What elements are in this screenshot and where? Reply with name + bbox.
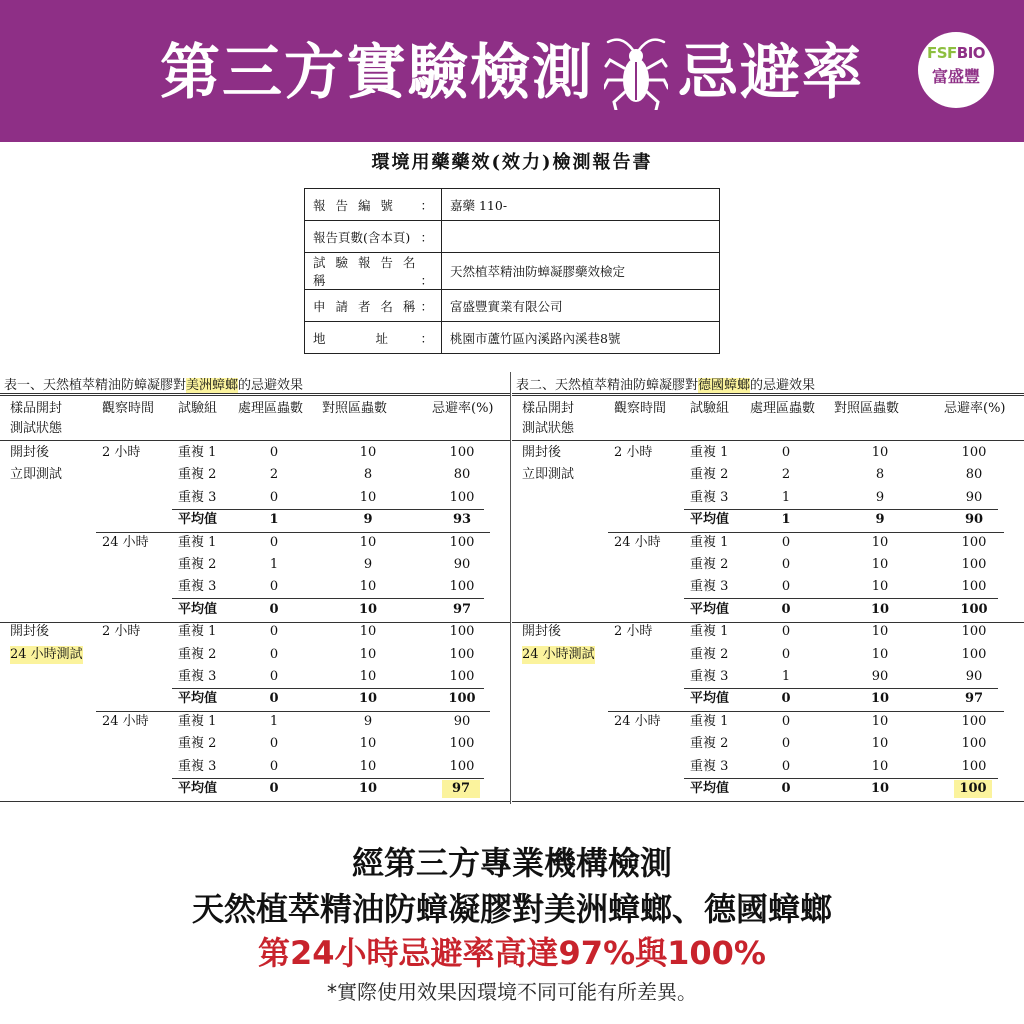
- control-count: 10: [359, 489, 377, 505]
- time-label: 2 小時: [614, 624, 653, 640]
- time-label: 24 小時: [102, 534, 149, 550]
- repeat-label: 重複 2: [178, 736, 217, 752]
- table-title-post: 的忌避效果: [750, 378, 816, 393]
- repellency-rate: 100: [449, 669, 475, 684]
- average-label: 平均值: [690, 601, 730, 617]
- control-count: 10: [359, 758, 377, 774]
- repeat-label: 重複 3: [178, 579, 217, 595]
- treat-count: 0: [269, 445, 279, 460]
- treat-count: 0: [269, 758, 279, 774]
- treat-count: 1: [269, 713, 279, 729]
- average-label: 平均值: [178, 512, 218, 528]
- repellency-rate: 100: [449, 646, 475, 662]
- treat-count: 1: [781, 512, 791, 528]
- state-label-highlight: 24 小時測試: [10, 646, 83, 662]
- info-key: 報告頁數(含本頁): [313, 229, 411, 245]
- average-label: 平均值: [178, 781, 218, 796]
- repellency-rate: 90: [965, 489, 983, 505]
- repeat-label: 重複 1: [690, 445, 729, 460]
- info-key: 試 驗 報 告 名 稱: [313, 255, 419, 288]
- average-label: 平均值: [178, 691, 218, 707]
- treat-count: 0: [781, 557, 791, 572]
- info-row: 地 址 ： 桃園市蘆竹區內溪路內溪巷8號: [305, 322, 720, 354]
- state-label: 開封後: [10, 445, 50, 460]
- control-count: 10: [359, 669, 377, 684]
- time-label: 24 小時: [102, 713, 149, 729]
- table-american-cockroach: [0, 372, 511, 804]
- repeat-label: 重複 1: [178, 624, 217, 640]
- treat-count: 0: [781, 579, 791, 595]
- repellency-rate: 97: [964, 691, 984, 707]
- repeat-label: 重複 3: [690, 579, 729, 595]
- control-count: 9: [363, 557, 373, 572]
- control-count: 10: [870, 781, 890, 796]
- control-count: 10: [871, 713, 889, 729]
- control-count: 8: [875, 467, 885, 483]
- table-rule: [512, 440, 1024, 441]
- table-rule: [172, 778, 484, 779]
- header-treat: 處理區蟲數: [238, 401, 304, 416]
- header-group: 試驗組: [178, 401, 218, 416]
- header-state: 樣品開封: [522, 401, 575, 416]
- info-key: 報 告 編 號: [313, 197, 396, 213]
- info-key: 地 址: [313, 330, 389, 346]
- table-rule: [0, 393, 510, 394]
- table-title-pre: 表二、天然植萃精油防蟑凝膠對: [516, 378, 699, 393]
- treat-count: 0: [269, 489, 279, 505]
- control-count: 10: [359, 736, 377, 752]
- repellency-rate: 100: [961, 534, 987, 550]
- header-rate: 忌避率(%): [432, 401, 494, 416]
- header-group: 試驗組: [690, 401, 730, 416]
- repeat-label: 重複 3: [178, 758, 217, 774]
- control-count: 10: [871, 579, 889, 595]
- header-time: 觀察時間: [614, 401, 667, 416]
- repellency-rate: 90: [964, 512, 984, 528]
- info-row: 報 告 編 號 ： 嘉藥 110-: [305, 189, 720, 221]
- logo-name: 富盛豐: [931, 67, 980, 86]
- control-count: 10: [870, 691, 890, 707]
- time-label: 2 小時: [102, 445, 141, 460]
- control-count: 10: [359, 579, 377, 595]
- header-state: 測試狀態: [10, 421, 63, 436]
- table-rule: [512, 801, 1024, 802]
- disclaimer-note: *實際使用效果因環境不同可能有所差異。: [327, 980, 697, 1004]
- table-title-post: 的忌避效果: [238, 378, 304, 393]
- table-rule: [512, 395, 1024, 396]
- repeat-label: 重複 2: [178, 646, 217, 662]
- repeat-label: 重複 2: [178, 467, 217, 483]
- repellency-rate: 90: [965, 669, 983, 684]
- repellency-rate: 97: [442, 780, 480, 798]
- time-label: 2 小時: [614, 445, 653, 460]
- average-label: 平均值: [690, 691, 730, 707]
- treat-count: 0: [781, 445, 791, 460]
- repeat-label: 重複 3: [690, 489, 729, 505]
- control-count: 10: [870, 601, 890, 617]
- repeat-label: 重複 1: [690, 624, 729, 640]
- brand-logo: [918, 32, 994, 108]
- time-label: 24 小時: [614, 713, 661, 729]
- repellency-rate: 100: [961, 646, 987, 662]
- treat-count: 0: [781, 691, 791, 707]
- treat-count: 0: [269, 601, 279, 617]
- control-count: 10: [871, 445, 889, 460]
- repellency-rate: 100: [449, 489, 475, 505]
- repellency-rate: 100: [960, 601, 988, 617]
- treat-count: 0: [269, 624, 279, 640]
- treat-count: 0: [269, 669, 279, 684]
- treat-count: 1: [781, 669, 791, 684]
- repeat-label: 重複 3: [178, 489, 217, 505]
- logo-mark: FSFBIO: [926, 44, 986, 62]
- table-rule: [684, 509, 998, 510]
- header-time: 觀察時間: [102, 401, 155, 416]
- header-state: 測試狀態: [522, 421, 575, 436]
- summary-line-2: 天然植萃精油防蟑凝膠對美洲蟑螂、德國蟑螂: [191, 890, 832, 928]
- banner-title-left: 第三方實驗檢測: [160, 38, 594, 109]
- repeat-label: 重複 1: [178, 713, 217, 729]
- repeat-label: 重複 2: [690, 557, 729, 572]
- table-title: [516, 374, 815, 393]
- state-label: 開封後: [10, 624, 50, 640]
- control-count: 9: [363, 713, 373, 729]
- repeat-label: 重複 3: [178, 669, 217, 684]
- table-rule: [0, 801, 510, 802]
- repellency-rate: 100: [961, 736, 987, 752]
- report-title: 環境用藥藥效(效力)檢測報告書: [371, 152, 653, 173]
- repellency-rate: 100: [954, 780, 992, 798]
- control-count: 10: [871, 624, 889, 640]
- control-count: 10: [359, 445, 377, 460]
- info-value: 桃園市蘆竹區內溪路內溪巷8號: [442, 322, 720, 354]
- repeat-label: 重複 3: [690, 669, 729, 684]
- table-rule: [684, 598, 998, 599]
- repellency-rate: 100: [448, 691, 476, 707]
- info-value: 富盛豐實業有限公司: [442, 290, 720, 322]
- control-count: 10: [359, 646, 377, 662]
- control-count: 10: [871, 758, 889, 774]
- control-count: 90: [871, 669, 889, 684]
- treat-count: 0: [269, 781, 279, 796]
- header-banner: [0, 0, 1024, 142]
- treat-count: 0: [781, 736, 791, 752]
- table-rule: [608, 711, 1004, 712]
- control-count: 10: [359, 534, 377, 550]
- table-german-cockroach: [512, 372, 1024, 804]
- repeat-label: 重複 2: [178, 557, 217, 572]
- repeat-label: 重複 3: [690, 758, 729, 774]
- repellency-rate: 90: [453, 557, 471, 572]
- treat-count: 2: [269, 467, 279, 483]
- repellency-rate: 93: [452, 512, 472, 528]
- treat-count: 0: [269, 646, 279, 662]
- table-title-highlight: 美洲蟑螂: [186, 378, 239, 393]
- treat-count: 2: [781, 467, 791, 483]
- repeat-label: 重複 1: [178, 534, 217, 550]
- table-title: [4, 374, 303, 393]
- summary-line-3: 第24小時忌避率高達97%與100%: [258, 934, 766, 972]
- treat-count: 0: [269, 534, 279, 550]
- repeat-label: 重複 2: [690, 736, 729, 752]
- cockroach-icon: [604, 36, 668, 110]
- repeat-label: 重複 2: [690, 646, 729, 662]
- treat-count: 0: [781, 781, 791, 796]
- info-value: [442, 221, 720, 253]
- repellency-rate: 80: [965, 467, 983, 483]
- repellency-rate: 100: [961, 579, 987, 595]
- repellency-rate: 100: [961, 713, 987, 729]
- average-label: 平均值: [178, 601, 218, 617]
- table-title-pre: 表一、天然植萃精油防蟑凝膠對: [4, 378, 187, 393]
- treat-count: 0: [781, 624, 791, 640]
- header-rate: 忌避率(%): [944, 401, 1006, 416]
- repeat-label: 重複 1: [178, 445, 217, 460]
- table-rule: [608, 532, 1004, 533]
- control-count: 10: [358, 781, 378, 796]
- table-rule: [172, 688, 484, 689]
- state-label-highlight: 24 小時測試: [522, 646, 595, 662]
- table-rule: [512, 393, 1024, 394]
- control-count: 10: [871, 557, 889, 572]
- state-label: 立即測試: [522, 467, 575, 483]
- treat-count: 1: [781, 489, 791, 505]
- info-value: 嘉藥 110-: [442, 189, 720, 221]
- banner-title-right: 忌避率: [678, 38, 864, 109]
- state-label: 開封後: [522, 445, 562, 460]
- control-count: 10: [359, 624, 377, 640]
- repeat-label: 重複 1: [690, 534, 729, 550]
- repellency-rate: 100: [449, 445, 475, 460]
- state-label: 開封後: [522, 624, 562, 640]
- treat-count: 0: [781, 534, 791, 550]
- average-label: 平均值: [690, 512, 730, 528]
- repellency-rate: 90: [453, 713, 471, 729]
- table-rule: [684, 778, 998, 779]
- table-rule: [0, 395, 510, 396]
- state-label: 立即測試: [10, 467, 63, 483]
- info-value: 天然植萃精油防蟑凝膠藥效檢定: [442, 253, 720, 290]
- header-control: 對照區蟲數: [834, 401, 900, 416]
- time-label: 24 小時: [614, 534, 661, 550]
- control-count: 8: [363, 467, 373, 483]
- treat-count: 0: [781, 601, 791, 617]
- info-row: 申 請 者 名 稱 ： 富盛豐實業有限公司: [305, 290, 720, 322]
- treat-count: 1: [269, 557, 279, 572]
- table-rule: [172, 598, 484, 599]
- treat-count: 0: [269, 691, 279, 707]
- control-count: 10: [871, 534, 889, 550]
- repeat-label: 重複 1: [690, 713, 729, 729]
- control-count: 9: [875, 512, 885, 528]
- control-count: 10: [871, 736, 889, 752]
- treat-count: 0: [269, 736, 279, 752]
- treat-count: 0: [781, 646, 791, 662]
- info-row: 報告頁數(含本頁) ：: [305, 221, 720, 253]
- table-rule: [684, 688, 998, 689]
- repellency-rate: 100: [449, 758, 475, 774]
- control-count: 9: [875, 489, 885, 505]
- repellency-rate: 100: [961, 445, 987, 460]
- average-label: 平均值: [690, 781, 730, 796]
- table-title-highlight: 德國蟑螂: [698, 378, 751, 393]
- repeat-label: 重複 2: [690, 467, 729, 483]
- header-control: 對照區蟲數: [322, 401, 388, 416]
- repellency-rate: 100: [961, 758, 987, 774]
- control-count: 10: [358, 691, 378, 707]
- treat-count: 0: [269, 579, 279, 595]
- header-state: 樣品開封: [10, 401, 63, 416]
- table-rule: [0, 440, 510, 441]
- repellency-rate: 100: [449, 579, 475, 595]
- repellency-rate: 100: [449, 534, 475, 550]
- repellency-rate: 100: [961, 557, 987, 572]
- treat-count: 1: [269, 512, 279, 528]
- treat-count: 0: [781, 758, 791, 774]
- repellency-rate: 97: [452, 601, 472, 617]
- repellency-rate: 100: [449, 624, 475, 640]
- control-count: 10: [871, 646, 889, 662]
- summary-line-1: 經第三方專業機構檢測: [351, 844, 672, 882]
- table-rule: [172, 509, 484, 510]
- control-count: 9: [363, 512, 373, 528]
- report-info-table: [304, 188, 720, 354]
- repellency-rate: 80: [453, 467, 471, 483]
- control-count: 10: [358, 601, 378, 617]
- repellency-rate: 100: [449, 736, 475, 752]
- header-treat: 處理區蟲數: [750, 401, 816, 416]
- banner-title: [0, 30, 1024, 113]
- time-label: 2 小時: [102, 624, 141, 640]
- info-key: 申 請 者 名 稱: [313, 298, 419, 314]
- info-row: 試 驗 報 告 名 稱 ： 天然植萃精油防蟑凝膠藥效檢定: [305, 253, 720, 290]
- treat-count: 0: [781, 713, 791, 729]
- repellency-rate: 100: [961, 624, 987, 640]
